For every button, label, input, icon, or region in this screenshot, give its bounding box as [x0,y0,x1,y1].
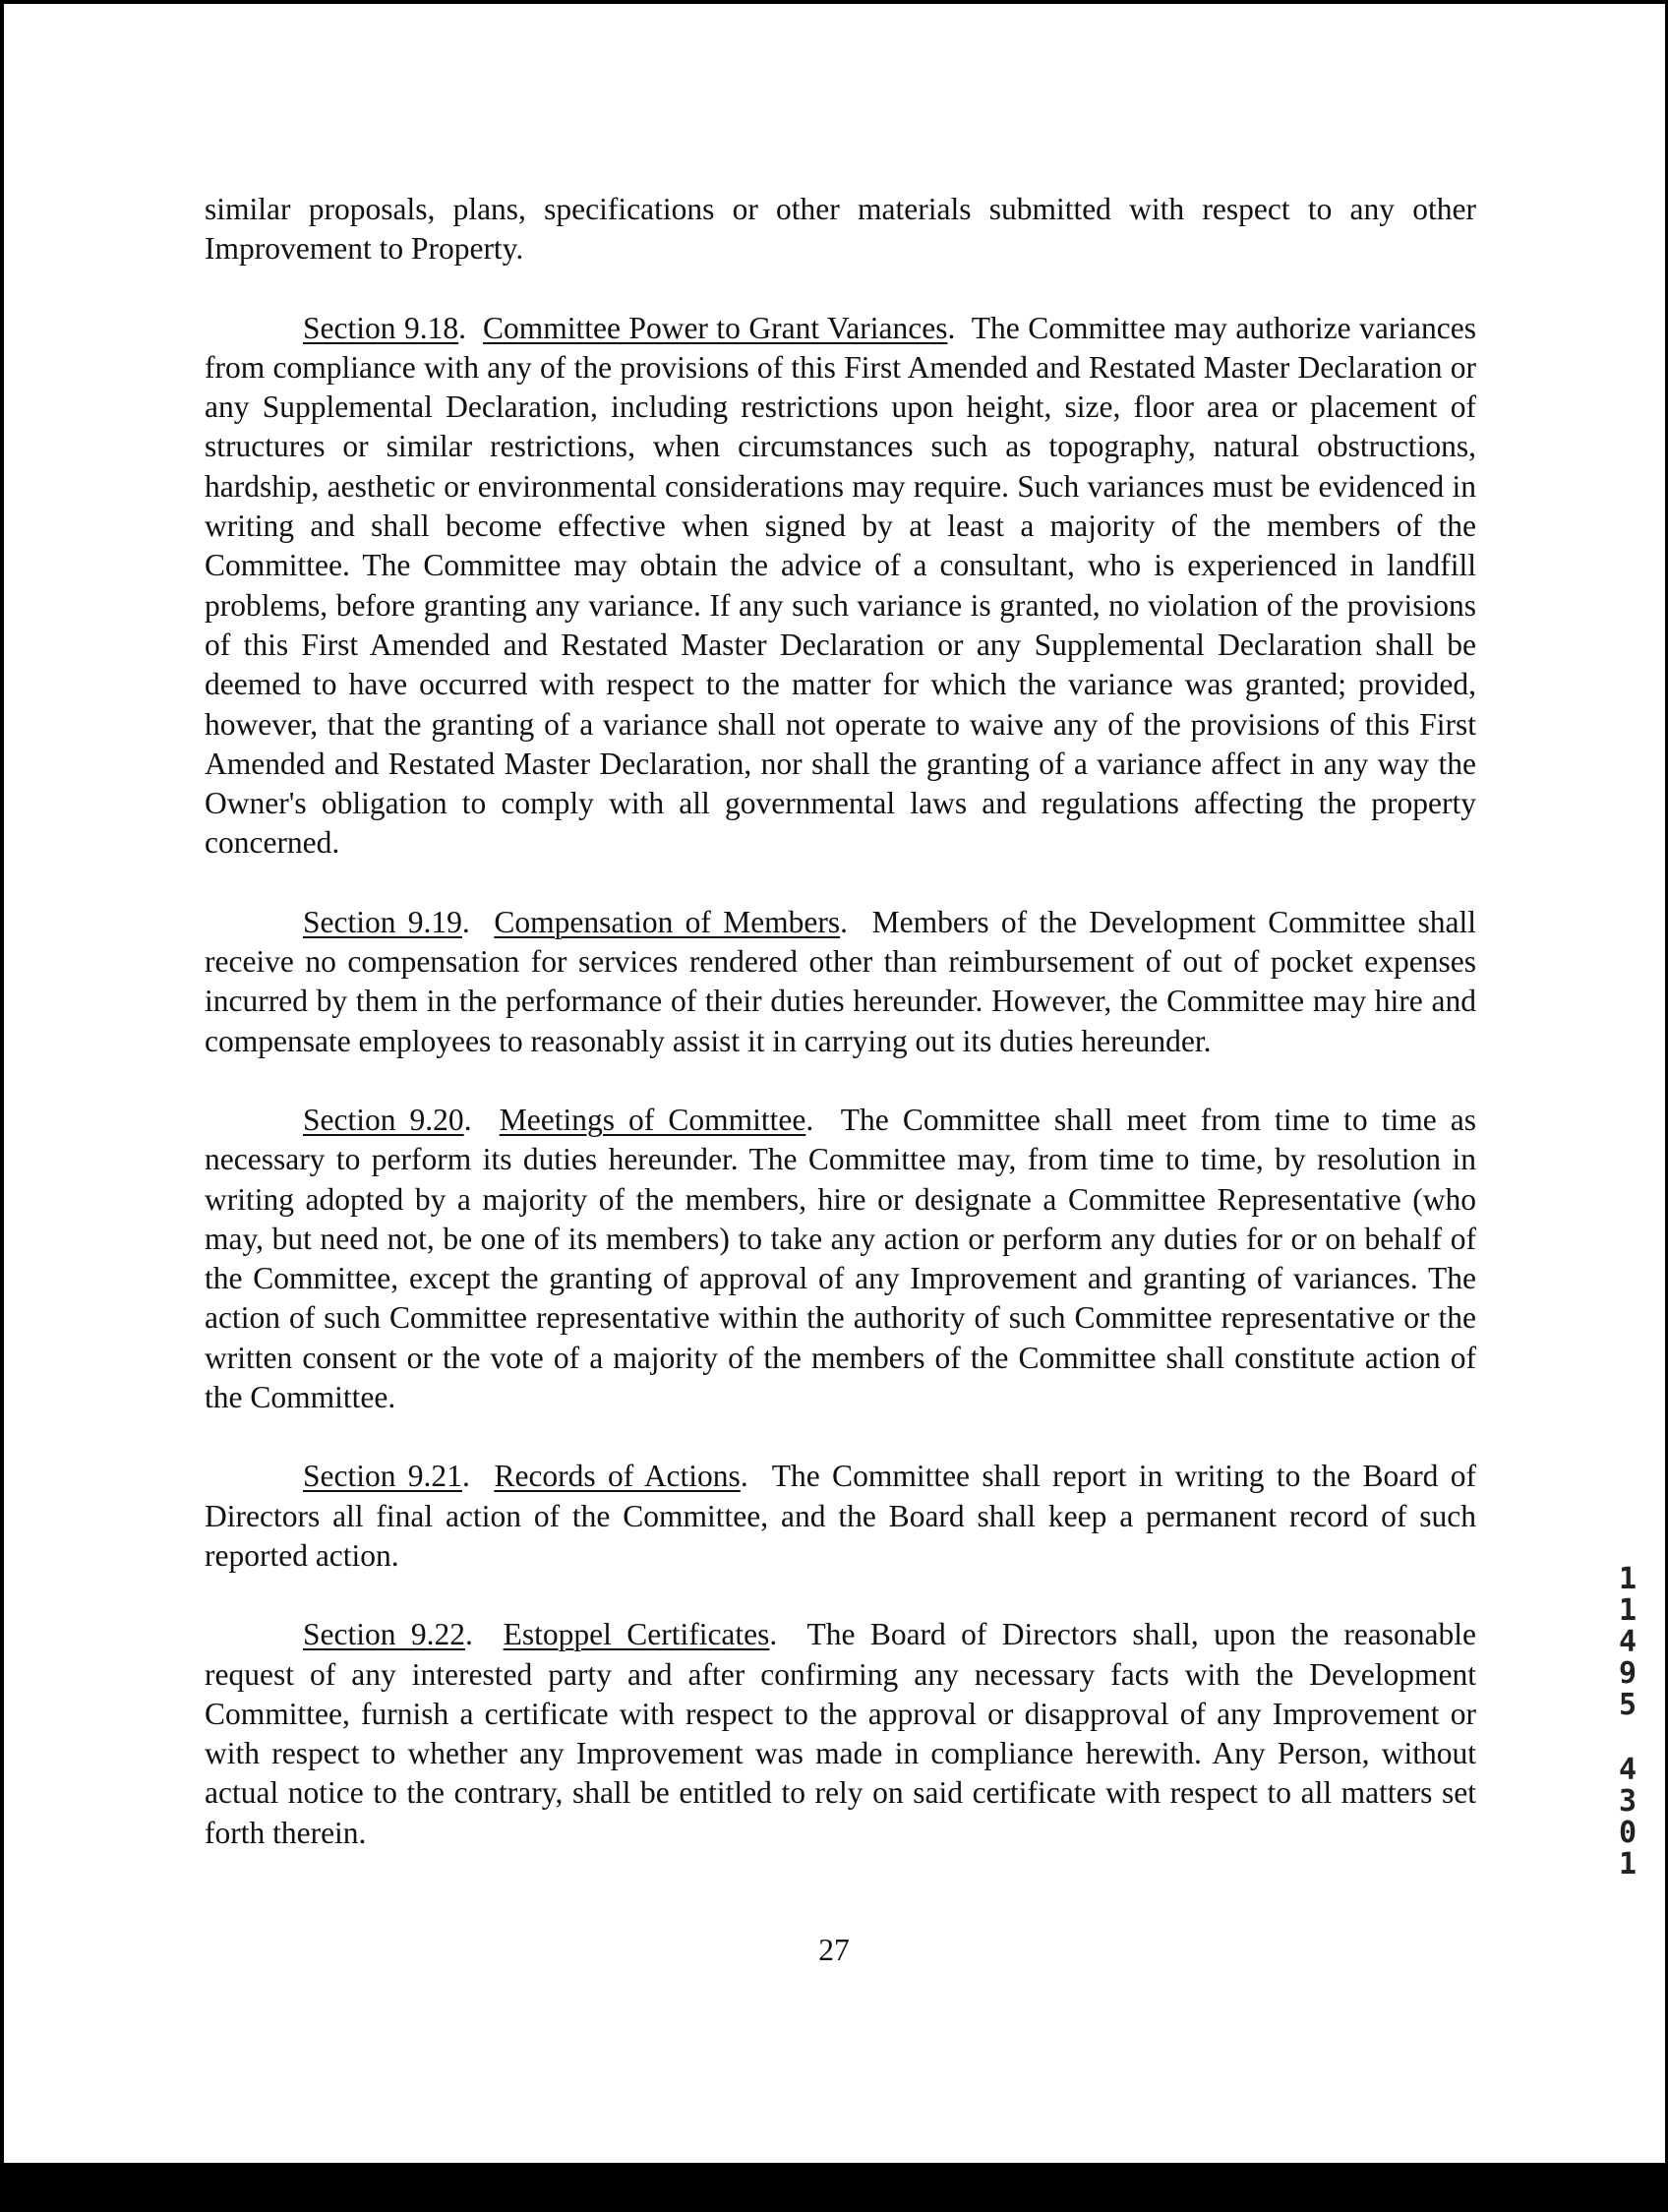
stamp-digit: 3 [1618,1784,1638,1819]
stamp-digit: 1 [1618,1593,1638,1628]
stamp-digit: 1 [1618,1562,1638,1596]
section-title: Records of Actions [494,1459,741,1494]
section-title: Estoppel Certificates [503,1617,770,1652]
section-title: Committee Power to Grant Variances [482,310,948,345]
section-9-21: Section 9.21. Records of Actions. The Committee shall report in writing to the Board of Directors all final action of the Committee, and the Board shall keep a permanent record of such reported action. [205,1459,1476,1573]
section-9-20: Section 9.20. Meetings of Committee. The Committee shall meet from time to time as necessary to perform its duties hereunder. The Committee may, from time to time, by resolution in writing adopted by a majority of the members, hire or designate a Committee Representative (who may, but need not, be one of its members) to take any action or perform any duties for or on behalf of the Committee, except the granting of approval of any Improvement and granting of variances. The action of such Committee representative within the authority of such Committee representative or the written consent or the vote of a majority of the members of the Committee shall constitute action of the Committee. [205,1102,1476,1415]
stamp-digit: 4 [1618,1753,1638,1787]
scan-border-bottom [0,2163,1668,2212]
section-body: The Committee shall report in writing to the Board of Directors all final action of the Committee, and the Board shall keep a permanent record of such reported action. [205,1459,1476,1573]
section-number: Section 9.22 [303,1617,465,1652]
section-body: The Board of Directors shall, upon the reasonable request of any interested party and after confirming any necessary facts with the Development Committee, furnish a certificate with respect to the approval or disapproval of any Improvement or with respect to whether any Improvement was made in compliance herewith. Any Person, without actual notice to the contrary, shall be entitled to rely on said certificate with respect to all matters set forth therein. [205,1617,1476,1850]
section-body: The Committee may authorize variances from compliance with any of the provisions of this First Amended and Restated Master Declaration or any Supplemental Declaration, including restrictions upon height, size, floor area or placement of structures or similar restrictions, when circumstances such as topography, natural obstructions, hardship, aesthetic or environmental considerations may require. Such variances must be evidenced in writing and shall become effective when signed by at least a majority of the members of the Committee. The Committee may obtain the advice of a consultant, who is experienced in landfill problems, before granting any variance. If any such variance is granted, no violation of the provisions of this First Amended and Restated Master Declaration or any Supplemental Declaration shall be deemed to have occurred with respect to the matter for which the variance was granted; provided, however, that the granting of a variance shall not operate to waive any of the provisions of this First Amended and Restated Master Declaration, nor shall the granting of a variance affect in any way the Owner's obligation to comply with all governmental laws and regulations affecting the property concerned. [205,310,1476,861]
section-body: Members of the Development Committee shall receive no compensation for services rendered other than reimbursement of out of pocket expenses incurred by them in the performance of their duties hereunder. However, the Committee may hire and compensate employees to reasonably assist it in carrying out its duties hereunder. [205,904,1476,1058]
section-number: Section 9.19 [303,904,462,939]
scan-border-top [0,0,1668,4]
stamp-digit: 1 [1618,1847,1638,1882]
section-title: Meetings of Committee [499,1102,806,1137]
stamp-digit: 0 [1618,1816,1638,1850]
section-9-18: Section 9.18. Committee Power to Grant Variances. The Committee may authorize variances from compliance with any of the provisions of this First Amended and Restated Master Declaration or any Supplemental Declaration, including restrictions upon height, size, floor area or placement of structures or similar restrictions, when circumstances such as topography, natural obstructions, hardship, aesthetic or environmental considerations may require. Such variances must be evidenced in writing and shall become effective when signed by at least a majority of the members of the Committee. The Committee may obtain the advice of a consultant, who is experienced in landfill problems, before granting any variance. If any such variance is granted, no violation of the provisions of this First Amended and Restated Master Declaration or any Supplemental Declaration shall be deemed to have occurred with respect to the matter for which the variance was granted; provided, however, that the granting of a variance shall not operate to waive any of the provisions of this First Amended and Restated Master Declaration, nor shall the granting of a variance affect in any way the Owner's obligation to comply with all governmental laws and regulations affecting the property concerned. [205,310,1476,861]
section-number: Section 9.18 [303,310,459,345]
stamp-digit: 9 [1618,1656,1638,1691]
document-body [205,190,1476,1892]
scan-border-left [0,0,4,2212]
stamp-gap [1611,1721,1644,1755]
section-number: Section 9.21 [303,1459,462,1494]
intro-paragraph: similar proposals, plans, specifications or other materials submitted with respect to any other Improvement to Property. [205,192,1476,267]
section-body: The Committee shall meet from time to time as necessary to perform its duties hereunder. The Committee may, from time to time, by resolution in writing adopted by a majority of the members, hire or designate a Committee Representative (who may, but need not, be one of its members) to take any action or perform any duties for or on behalf of the Committee, except the granting of approval of any Improvement and granting of variances. The action of such Committee representative within the authority of such Committee representative or the written consent or the vote of a majority of the members of the Committee shall constitute action of the Committee. [205,1102,1476,1415]
section-9-22: Section 9.22. Estoppel Certificates. The Board of Directors shall, upon the reasonable request of any interested party and after confirming any necessary facts with the Development Committee, furnish a certificate with respect to the approval or disapproval of any Improvement or with respect to whether any Improvement was made in compliance herewith. Any Person, without actual notice to the contrary, shall be entitled to rely on said certificate with respect to all matters set forth therein. [205,1617,1476,1850]
section-number: Section 9.20 [303,1102,464,1137]
section-title: Compensation of Members [494,904,841,939]
margin-stamp [1611,1564,1644,1881]
stamp-digit: 5 [1618,1688,1638,1722]
stamp-digit: 4 [1618,1625,1638,1659]
page-number: 27 [818,1933,850,1967]
section-9-19: Section 9.19. Compensation of Members. Members of the Development Committee shall receive no compensation for services rendered other than reimbursement of out of pocket expenses incurred by them in the performance of their duties hereunder. However, the Committee may hire and compensate employees to reasonably assist it in carrying out its duties hereunder. [205,904,1476,1058]
